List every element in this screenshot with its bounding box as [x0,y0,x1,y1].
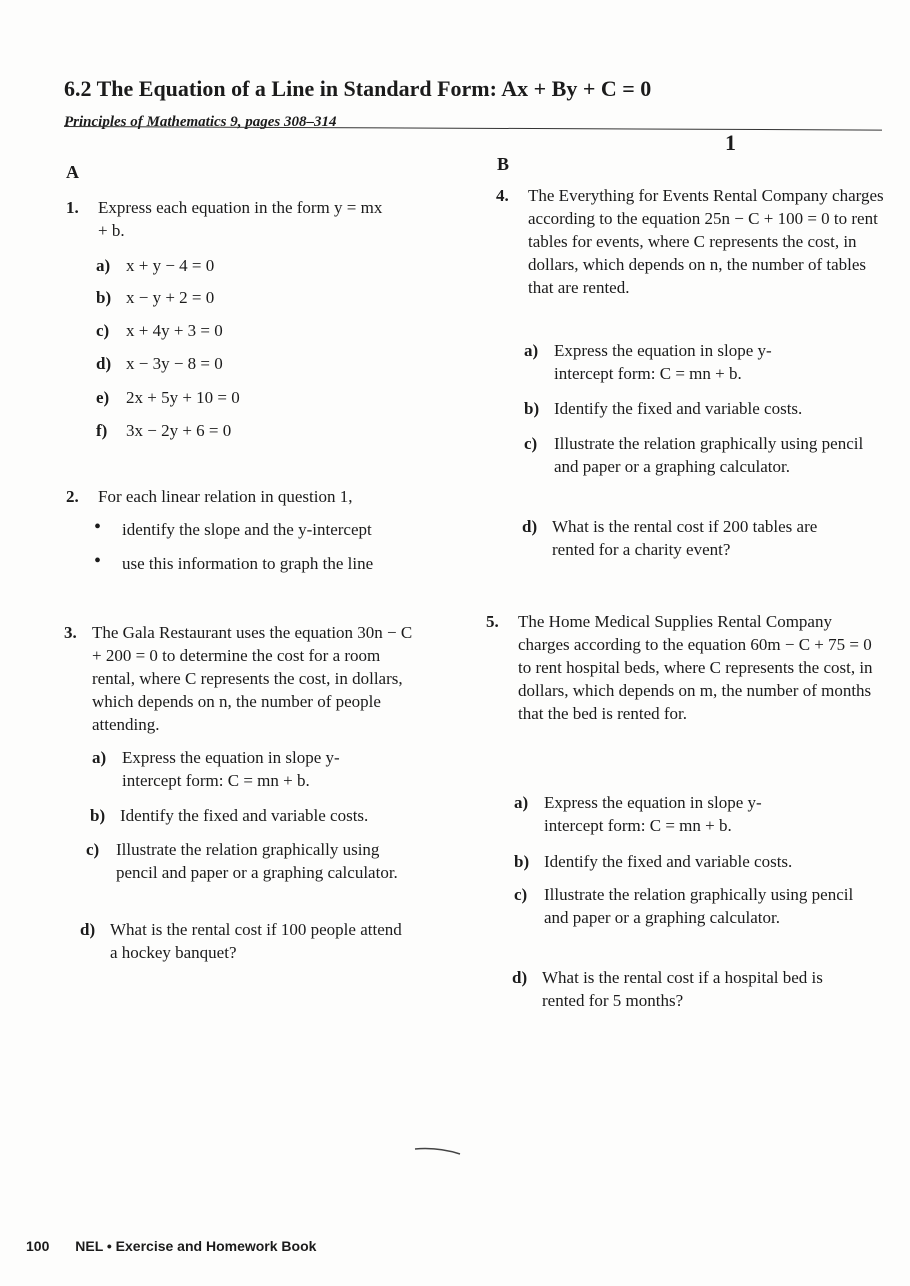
bullet-icon: • [94,516,102,538]
bullet-text: identify the slope and the y-intercept [122,520,372,539]
question-number: 4. [496,186,509,205]
bullet-text: use this information to graph the line [122,554,374,573]
part-label: c) [524,434,538,453]
part-label: a) [92,748,107,767]
page-subtitle: Principles of Mathematics 9, pages 308–314 [64,114,337,130]
bullet-icon: • [94,550,102,572]
q2-bullet-1 [94,516,434,544]
part-text: x + y − 4 = 0 [126,256,215,275]
part-label: a) [96,256,111,275]
part-text: Express the equation in slope y-intercept form: C = mn + b. [544,793,762,835]
question-number: 2. [66,487,79,506]
part-label: f) [96,421,108,440]
part-text: Illustrate the relation graphically using pencil and paper or a graphing calculator. [544,885,854,927]
part-text: Illustrate the relation graphically using pencil and paper or a graphing calculator. [116,840,398,882]
footer-text: NEL • Exercise and Homework Book [75,1238,317,1254]
part-label: c) [514,885,528,904]
part-text: What is the rental cost if a hospital bed is rented for 5 months? [542,968,823,1010]
part-text: Identify the fixed and variable costs. [120,806,369,825]
part-text: 3x − 2y + 6 = 0 [126,421,232,440]
part-text: Express the equation in slope y-intercept form: C = mn + b. [122,748,340,790]
part-label: b) [96,288,112,307]
q2-bullet-2 [94,550,434,578]
question-number: 1. [66,198,79,217]
part-label: d) [512,968,528,987]
part-text: Identify the fixed and variable costs. [544,852,793,871]
part-label: d) [96,354,112,373]
part-label: b) [524,399,540,418]
part-text: x + 4y + 3 = 0 [126,321,223,340]
question-text: The Gala Restaurant uses the equation 30n − C + 200 = 0 to determine the cost for a room rental, where C represents the cost, in dollars, which depends on n, the number of people attending. [92,623,413,734]
part-text: x − 3y − 8 = 0 [126,354,223,373]
part-label: a) [524,341,539,360]
part-label: c) [86,840,100,859]
part-label: b) [90,806,106,825]
part-label: b) [514,852,530,871]
question-text: The Everything for Events Rental Company charges according to the equation 25n − C + 100 = 0 to rent tables for events, where C represents the cost, in dollars, which depends on n, the number of tables that are rented. [528,186,884,297]
question-text: The Home Medical Supplies Rental Company charges according to the equation 60m − C + 75 = 0 to rent hospital beds, where C represents the cost, in dollars, which depends on m, the number of months that the bed is rented for. [518,612,873,723]
part-text: Express the equation in slope y-intercept form: C = mn + b. [554,341,772,383]
question-text: Express each equation in the form y = mx + b. [98,198,383,240]
part-text: Illustrate the relation graphically using pencil and paper or a graphing calculator. [554,434,864,476]
part-label: d) [80,920,96,939]
part-label: e) [96,388,110,407]
section-a-label: A [66,162,79,182]
section-b-label: B [497,154,510,174]
part-text: x − y + 2 = 0 [126,288,215,307]
page-number: 100 [26,1238,50,1254]
question-2 [66,485,426,509]
page-title: 6.2 The Equation of a Line in Standard Form: Ax + By + C = 0 [64,76,652,101]
part-label: c) [96,321,110,340]
part-text: Identify the fixed and variable costs. [554,399,803,418]
handwritten-mark: 1 [725,130,736,155]
question-number: 3. [64,623,77,642]
part-label: a) [514,793,529,812]
pencil-stroke [414,1146,462,1156]
part-text: What is the rental cost if 200 tables are rented for a charity event? [552,517,818,559]
part-text: 2x + 5y + 10 = 0 [126,388,240,407]
question-text: For each linear relation in question 1, [98,487,353,506]
part-label: d) [522,517,538,536]
question-number: 5. [486,612,499,631]
page-footer [26,1238,316,1254]
part-text: What is the rental cost if 100 people attend a hockey banquet? [110,920,402,962]
